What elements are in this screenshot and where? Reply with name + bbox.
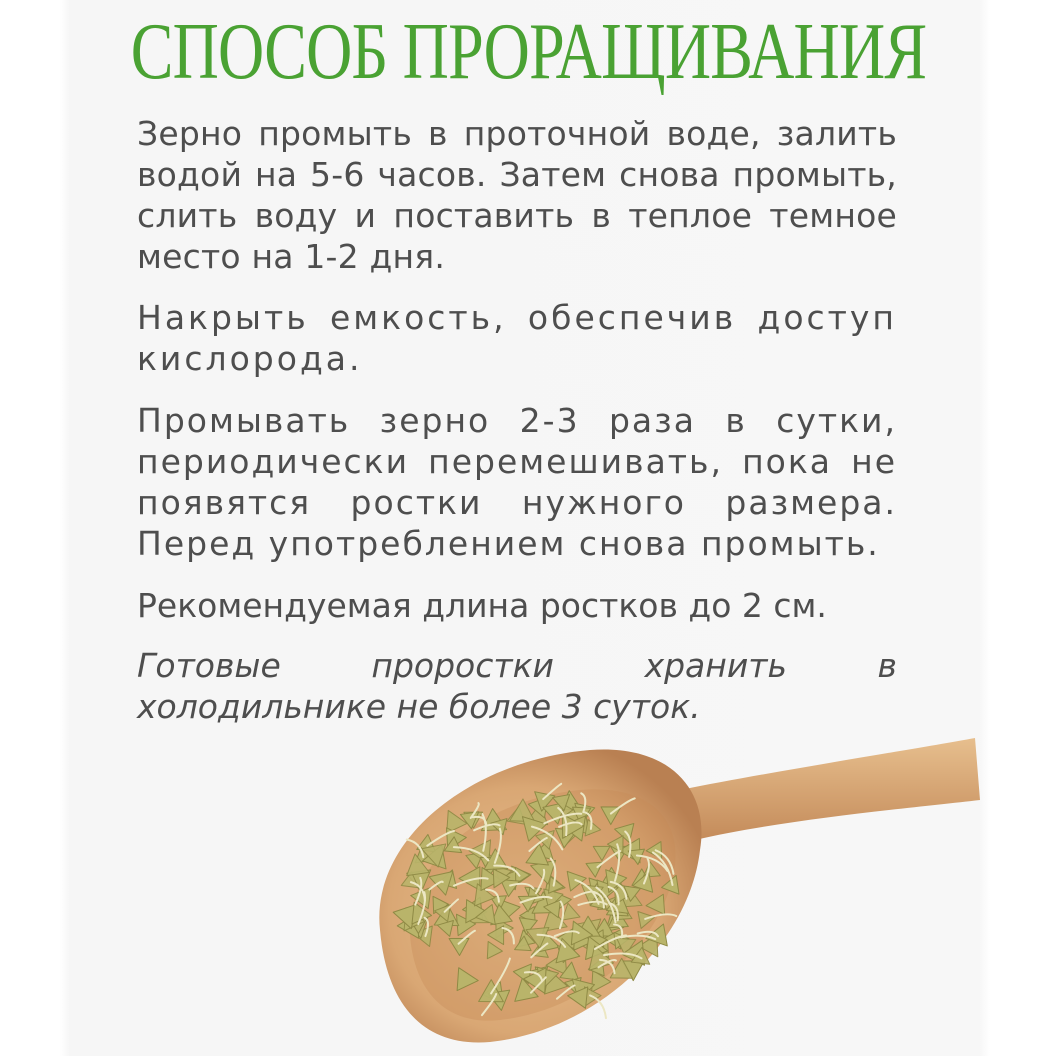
spoon-handle [680, 738, 980, 840]
paragraph-cover: Накрыть емкость, обеспечив доступ кислорода. [137, 298, 897, 378]
spoon-image [350, 730, 1030, 1050]
paragraph-sprout-length: Рекомендуемая длина ростков до 2 см. [137, 586, 827, 625]
paragraph-storage: Готовые проростки хранить в холодильнике не более 3 суток. [137, 646, 897, 726]
paragraph-soak: Зерно промыть в проточной воде, залить водой на 5-6 часов. Затем снова промыть, слить воду и поставить в теплое темное место на 1-2 дня. [137, 114, 897, 276]
page-title: СПОСОБ ПРОРАЩИВАНИЯ [130, 8, 927, 96]
paragraph-rinse: Промывать зерно 2-3 раза в сутки, периодически перемешивать, пока не появятся ростки нужного размера. Перед употреблением снова промыть. [137, 401, 897, 563]
